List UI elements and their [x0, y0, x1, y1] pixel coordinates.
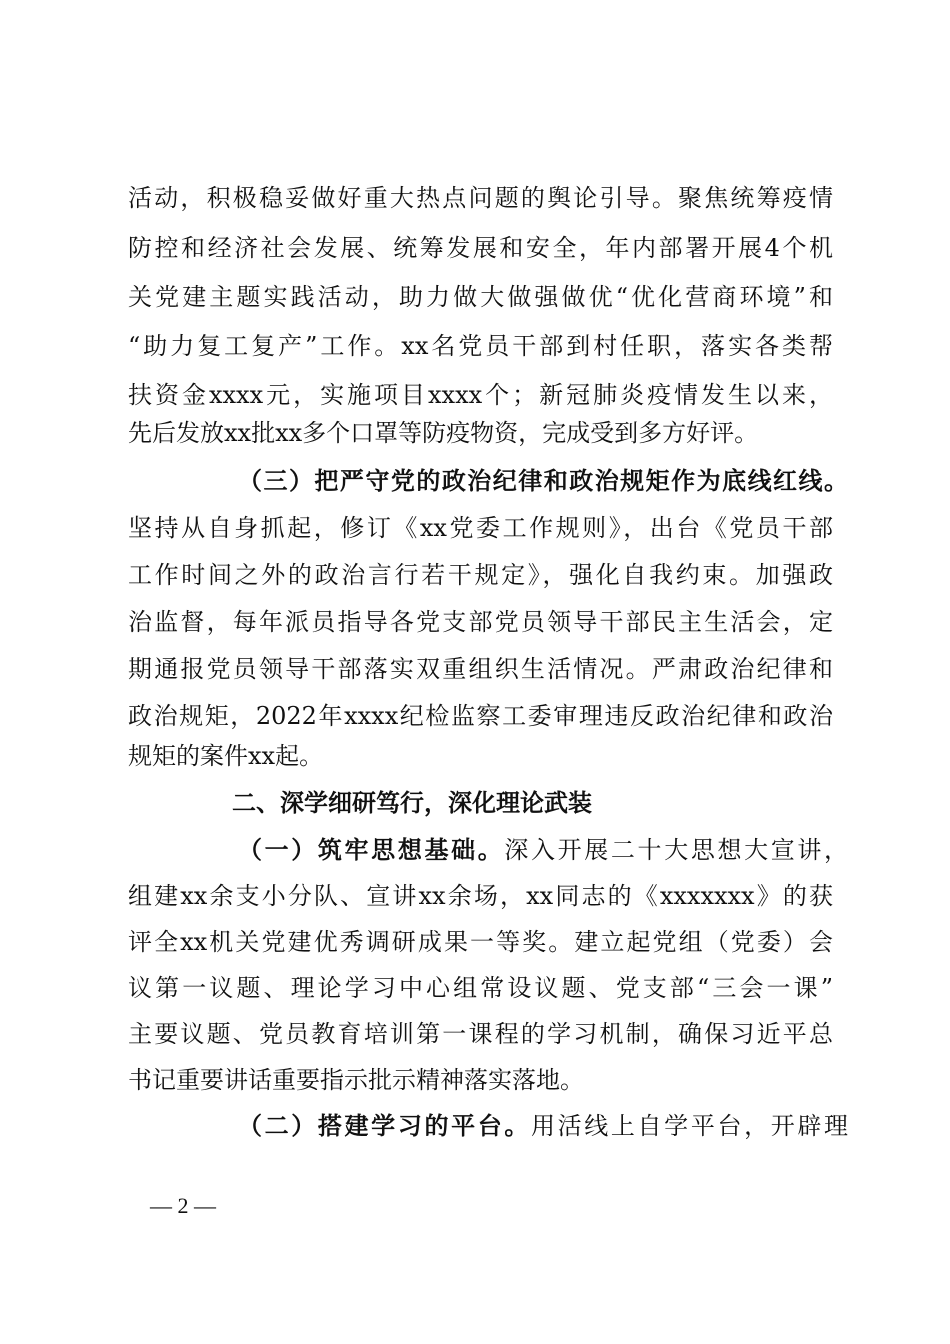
subsection-title: （一）筑牢思想基础。: [238, 835, 505, 864]
paragraph-line: 活动，积极稳妥做好重大热点问题的舆论引导。聚焦统筹疫情: [128, 184, 833, 212]
subsection-line: [238, 1106, 848, 1146]
section-title: （三）把严守党的政治纪律和政治规矩作为底线红线。: [238, 466, 848, 495]
paragraph-line: 坚持从自身抓起，修订《xx党委工作规则》，出台《党员干部: [128, 514, 833, 542]
paragraph-line: 主要议题、党员教育培训第一课程的学习机制，确保习近平总: [128, 1020, 833, 1048]
paragraph-line: 规矩的案件xx起。: [128, 742, 324, 770]
paragraph-line: 评全xx机关党建优秀调研成果一等奖。建立起党组（党委）会: [128, 928, 833, 956]
page-number: — 2 —: [150, 1193, 216, 1218]
paragraph-line: 组建xx余支小分队、宣讲xx余场，xx同志的《xxxxxxx》的获: [128, 882, 833, 910]
paragraph-line: 期通报党员领导干部落实双重组织生活情况。严肃政治纪律和: [128, 655, 833, 683]
paragraph-line: 关党建主题实践活动，助力做大做强做优“优化营商环境”和: [128, 283, 833, 311]
paragraph-line: 工作时间之外的政治言行若干规定》，强化自我约束。加强政: [128, 561, 833, 589]
paragraph-line: 治监督，每年派员指导各党支部党员领导干部民主生活会，定: [128, 608, 833, 636]
subsection-text: 用活线上自学平台，开辟理: [531, 1112, 848, 1140]
subsection-title: （二）搭建学习的平台。: [238, 1111, 531, 1140]
paragraph-line: 先后发放xx批xx多个口罩等防疫物资，完成受到多方好评。: [128, 419, 759, 447]
subsection-line: [238, 830, 848, 870]
paragraph-line: 扶资金xxxx元，实施项目xxxx个；新冠肺炎疫情发生以来，: [128, 381, 833, 409]
paragraph-line: 书记重要讲话重要指示批示精神落实落地。: [128, 1066, 584, 1094]
paragraph-line: “助力复工复产”工作。xx名党员干部到村任职，落实各类帮: [128, 332, 833, 360]
paragraph-line: 议第一议题、理论学习中心组常设议题、党支部“三会一课”: [128, 974, 833, 1002]
paragraph-line: 政治规矩，2022年xxxx纪检监察工委审理违反政治纪律和政治: [128, 702, 833, 730]
paragraph-line: 防控和经济社会发展、统筹发展和安全，年内部署开展4个机: [128, 234, 833, 262]
section-heading: 二、深学细研笃行，深化理论武装: [232, 789, 592, 817]
subsection-text: 深入开展二十大思想大宣讲，: [504, 836, 849, 864]
